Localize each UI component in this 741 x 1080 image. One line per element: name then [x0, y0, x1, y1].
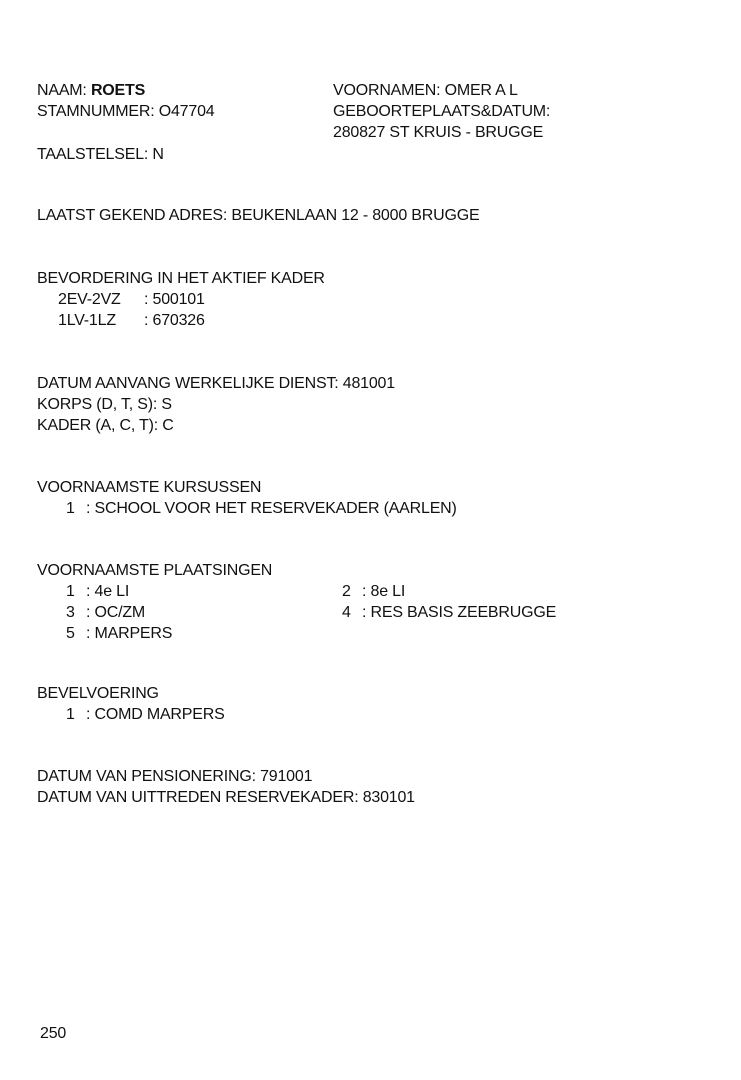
bevelvoering-title: BEVELVOERING: [37, 685, 159, 702]
stamnummer: STAMNUMMER: O47704: [37, 103, 215, 120]
geboorte-value: 280827 ST KRUIS - BRUGGE: [333, 124, 544, 141]
datum-aanvang: DATUM AANVANG WERKELIJKE DIENST: 481001: [37, 375, 395, 392]
list-item-text: : COMD MARPERS: [86, 706, 225, 723]
bevordering-date: : 670326: [144, 312, 205, 329]
taalstelsel: TAALSTELSEL: N: [37, 146, 164, 163]
list-item-num: 4: [342, 604, 351, 621]
naam-line: [37, 81, 145, 101]
page-number: 250: [40, 1025, 67, 1042]
bevordering-title: BEVORDERING IN HET AKTIEF KADER: [37, 270, 325, 287]
kader: KADER (A, C, T): C: [37, 417, 174, 434]
list-item-text: : SCHOOL VOOR HET RESERVEKADER (AARLEN): [86, 500, 457, 517]
list-item-text: : 4e LI: [86, 583, 130, 600]
adres: LAATST GEKEND ADRES: BEUKENLAAN 12 - 8000 BRUGGE: [37, 207, 480, 224]
datum-uittreden: DATUM VAN UITTREDEN RESERVEKADER: 830101: [37, 789, 415, 806]
list-item-num: 3: [66, 604, 75, 621]
naam-value: ROETS: [90, 82, 146, 99]
list-item-text: : MARPERS: [86, 625, 173, 642]
bevordering-rank: 1LV-1LZ: [58, 312, 116, 329]
bevordering-rank: 2EV-2VZ: [58, 291, 121, 308]
naam-label: NAAM:: [37, 82, 87, 99]
kursussen-title: VOORNAAMSTE KURSUSSEN: [37, 479, 262, 496]
list-item-num: 5: [66, 625, 75, 642]
list-item-text: : RES BASIS ZEEBRUGGE: [362, 604, 557, 621]
list-item-text: : 8e LI: [362, 583, 406, 600]
list-item-num: 1: [66, 500, 75, 517]
korps: KORPS (D, T, S): S: [37, 396, 172, 413]
plaatsingen-title: VOORNAAMSTE PLAATSINGEN: [37, 562, 273, 579]
bevordering-date: : 500101: [144, 291, 205, 308]
list-item-num: 2: [342, 583, 351, 600]
list-item-num: 1: [66, 583, 75, 600]
geboorte-label: GEBOORTEPLAATS&DATUM:: [333, 103, 551, 120]
list-item-text: : OC/ZM: [86, 604, 146, 621]
voornamen: VOORNAMEN: OMER A L: [333, 82, 518, 99]
list-item-num: 1: [66, 706, 75, 723]
datum-pensionering: DATUM VAN PENSIONERING: 791001: [37, 768, 313, 785]
